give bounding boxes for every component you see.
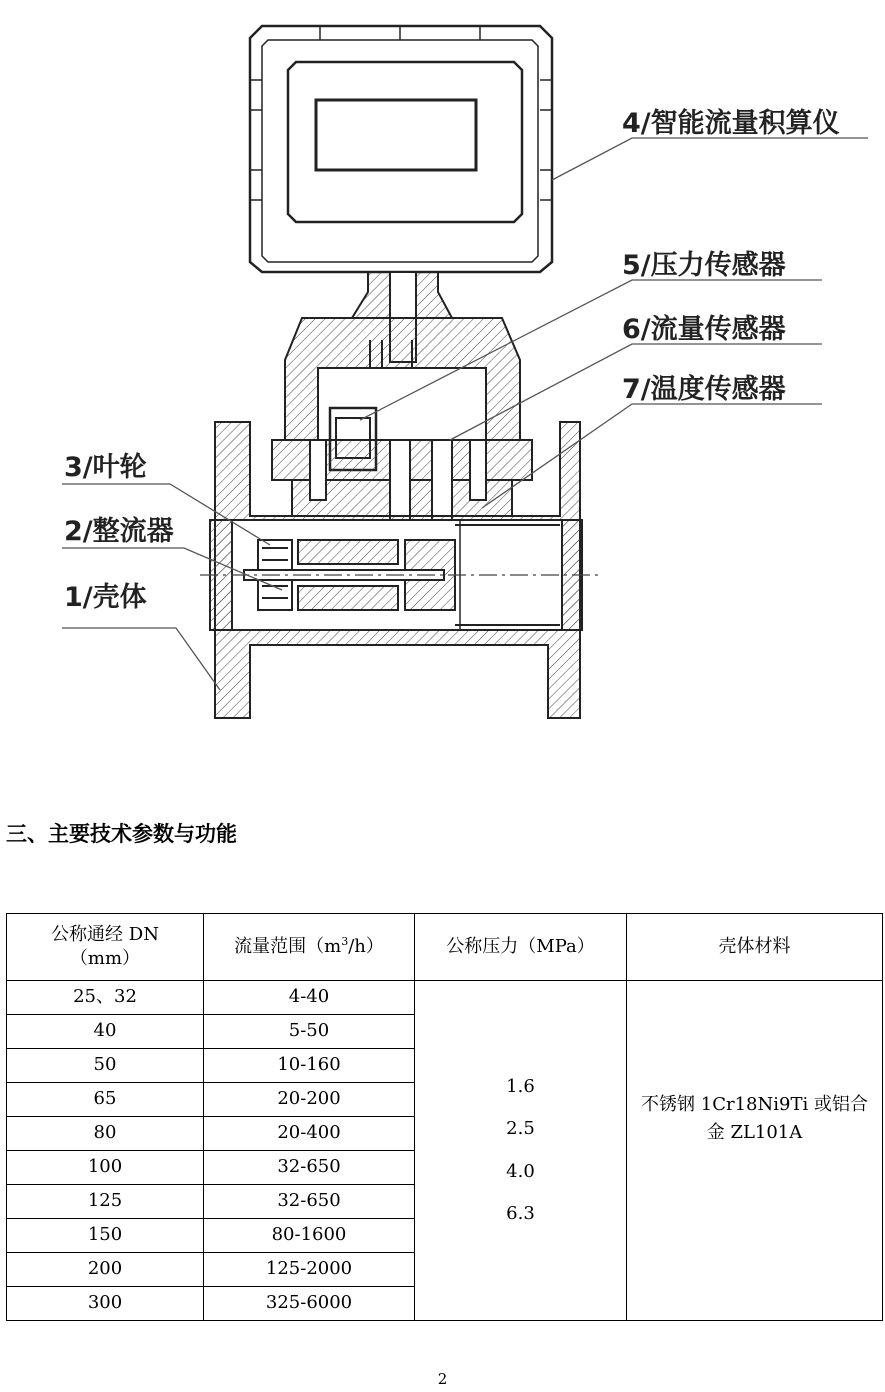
label-straightener: 2/整流器 [64, 516, 174, 547]
header-material: 壳体材料 [627, 914, 883, 981]
label-impeller: 3/叶轮 [64, 452, 147, 483]
label-pressure-sensor: 5/压力传感器 [622, 250, 786, 281]
pressure-value: 6.3 [506, 1202, 535, 1224]
cell-dn: 150 [7, 1219, 204, 1253]
cell-flow: 20-200 [204, 1083, 415, 1117]
label-shell: 1/壳体 [64, 582, 147, 613]
table-header-row [7, 914, 883, 981]
pressure-value: 4.0 [506, 1160, 535, 1182]
cell-material: 不锈钢 1Cr18Ni9Ti 或铝合金 ZL101A [627, 981, 883, 1321]
label-integrator: 4/智能流量积算仪 [622, 108, 840, 139]
cell-flow: 325-6000 [204, 1287, 415, 1321]
pressure-value: 2.5 [506, 1118, 535, 1140]
cell-flow: 5-50 [204, 1015, 415, 1049]
cell-dn: 40 [7, 1015, 204, 1049]
sensor-housing-part [272, 318, 532, 530]
cell-flow: 20-400 [204, 1117, 415, 1151]
cell-dn: 50 [7, 1049, 204, 1083]
cell-pressure-values [415, 981, 627, 1321]
table-row [7, 981, 883, 1015]
spec-table [6, 913, 883, 1321]
integrator-display-part [250, 26, 552, 272]
cell-flow: 4-40 [204, 981, 415, 1015]
cell-dn: 65 [7, 1083, 204, 1117]
cell-flow: 125-2000 [204, 1253, 415, 1287]
header-flow-range: 流量范围$(m^3/h)$ [204, 914, 415, 981]
label-temperature-sensor: 7/温度传感器 [622, 374, 786, 405]
header-dn: 公称通经 DN（mm） [7, 914, 204, 981]
cell-flow: 80-1600 [204, 1219, 415, 1253]
cell-dn: 125 [7, 1185, 204, 1219]
cell-flow: 10-160 [204, 1049, 415, 1083]
cell-dn: 100 [7, 1151, 204, 1185]
cell-flow: 32-650 [204, 1185, 415, 1219]
cell-dn: 300 [7, 1287, 204, 1321]
label-flow-sensor: 6/流量传感器 [622, 314, 786, 345]
pressure-value: 1.6 [506, 1075, 535, 1097]
header-pressure: 公称压力（MPa） [415, 914, 627, 981]
page-number: 2 [437, 1370, 448, 1388]
cell-dn: 80 [7, 1117, 204, 1151]
section-heading: 三、主要技术参数与功能 [6, 822, 237, 846]
cell-dn: 25、32 [7, 981, 204, 1015]
cell-flow: 32-650 [204, 1151, 415, 1185]
cell-dn: 200 [7, 1253, 204, 1287]
